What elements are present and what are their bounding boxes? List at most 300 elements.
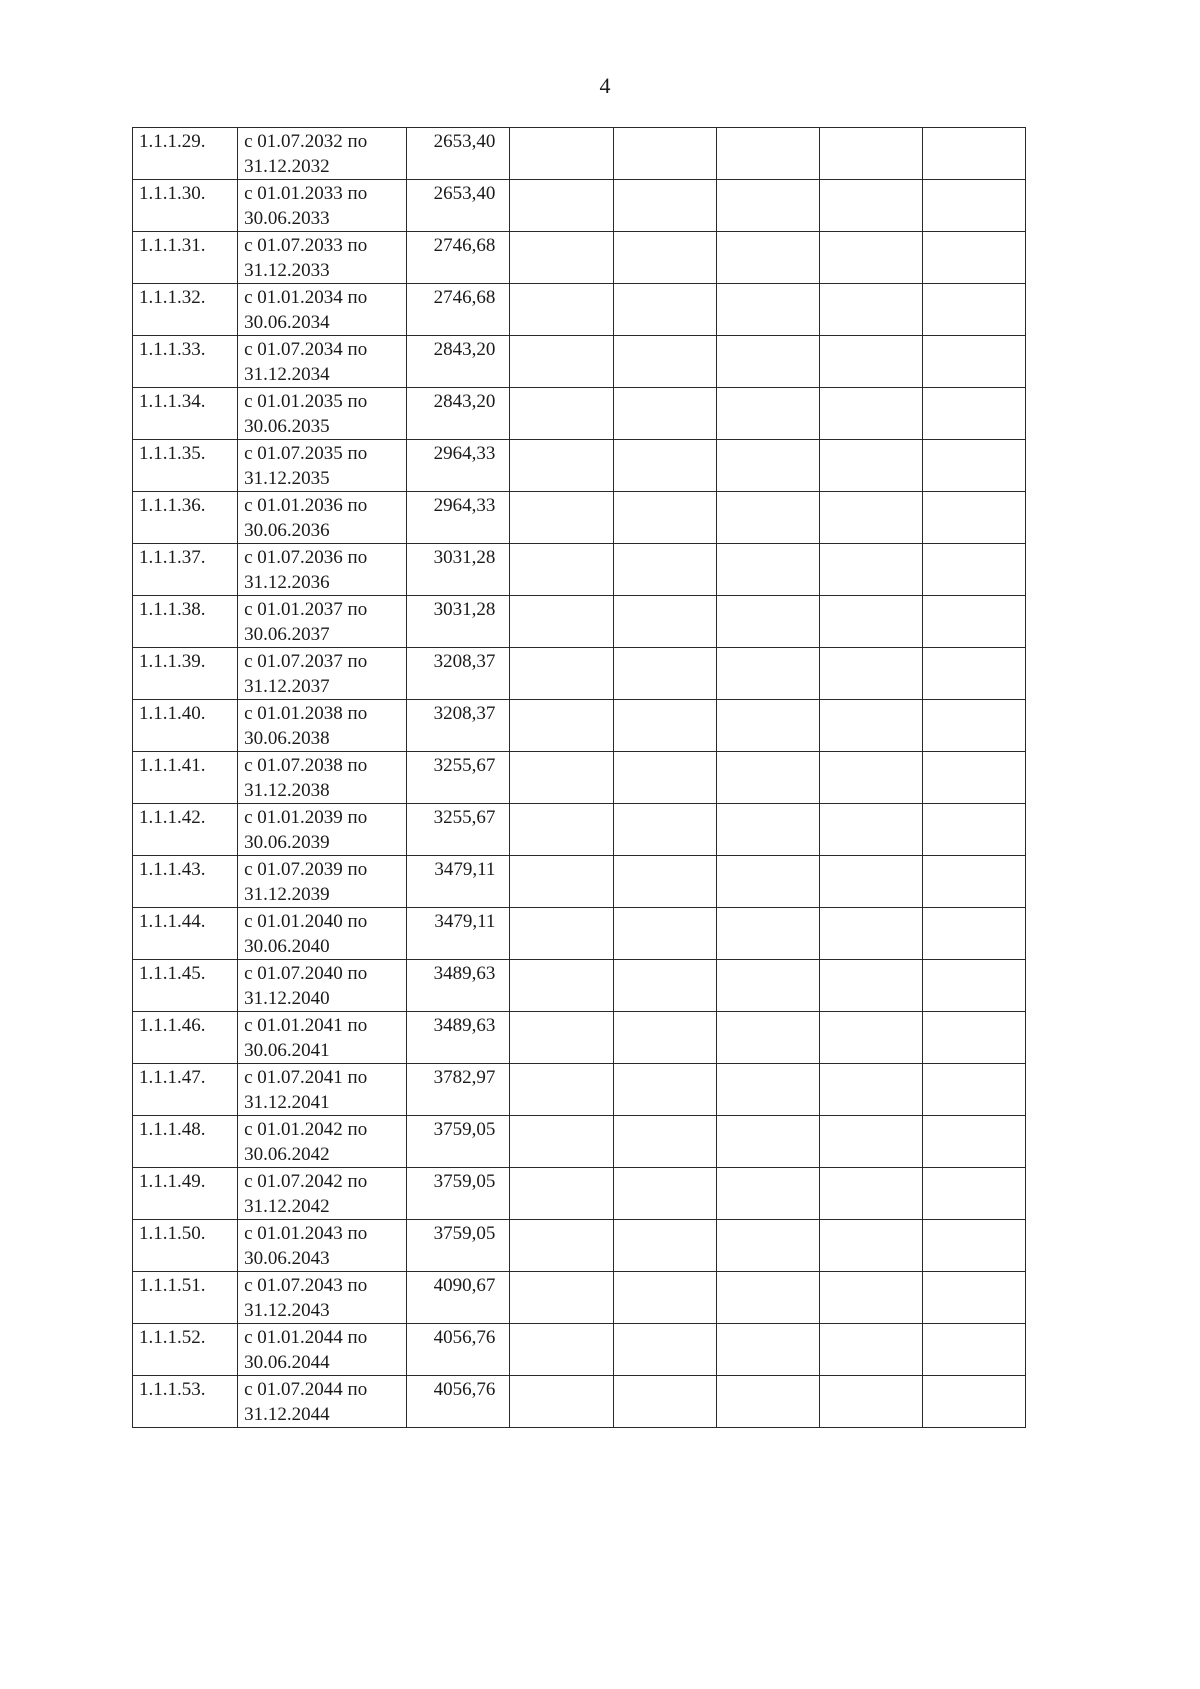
value-cell (407, 1012, 510, 1064)
empty-cell (819, 440, 922, 492)
period (238, 960, 406, 1011)
period-to: 30.06.2039 (244, 832, 330, 853)
empty-cell (716, 700, 819, 752)
empty-cell (510, 284, 613, 336)
value-cell (407, 804, 510, 856)
period (238, 128, 406, 179)
period-from: с 01.01.2038 по (244, 703, 368, 724)
empty-cell (819, 648, 922, 700)
period-cell (238, 648, 407, 700)
table-row (133, 960, 1026, 1012)
row-number-cell (133, 492, 238, 544)
tariff-value: 3759,05 (433, 1119, 496, 1140)
value-cell (407, 1116, 510, 1168)
empty-cell (716, 180, 819, 232)
empty-cell (819, 804, 922, 856)
empty-cell (922, 492, 1025, 544)
tariff-value: 3782,97 (433, 1067, 496, 1088)
empty-cell (819, 232, 922, 284)
empty-cell (819, 544, 922, 596)
table-row (133, 232, 1026, 284)
period-cell (238, 752, 407, 804)
empty-cell (922, 128, 1025, 180)
table-row (133, 1116, 1026, 1168)
empty-cell (819, 492, 922, 544)
period-from: с 01.07.2037 по (244, 651, 368, 672)
tariff-value: 2964,33 (433, 495, 496, 516)
empty-cell (922, 1116, 1025, 1168)
period (238, 440, 406, 491)
period-from: с 01.01.2034 по (244, 287, 368, 308)
period-to: 31.12.2040 (244, 988, 330, 1009)
value-cell (407, 1220, 510, 1272)
period-cell (238, 960, 407, 1012)
period (238, 180, 406, 231)
period-from: с 01.01.2044 по (244, 1327, 368, 1348)
empty-cell (819, 128, 922, 180)
value-cell (407, 752, 510, 804)
period-to: 31.12.2034 (244, 364, 330, 385)
row-number: 1.1.1.30. (139, 183, 206, 204)
period-cell (238, 1272, 407, 1324)
period (238, 804, 406, 855)
period-cell (238, 128, 407, 180)
empty-cell (819, 1168, 922, 1220)
value-cell (407, 336, 510, 388)
empty-cell (922, 1012, 1025, 1064)
period-to: 30.06.2043 (244, 1248, 330, 1269)
empty-cell (613, 1168, 716, 1220)
tariff-value: 2653,40 (433, 183, 496, 204)
tariff-value: 3255,67 (433, 755, 496, 776)
row-number: 1.1.1.42. (139, 807, 206, 828)
empty-cell (922, 596, 1025, 648)
value-cell (407, 128, 510, 180)
period-from: с 01.07.2036 по (244, 547, 368, 568)
empty-cell (716, 804, 819, 856)
empty-cell (922, 1272, 1025, 1324)
empty-cell (510, 232, 613, 284)
tariff-value: 3479,11 (434, 911, 496, 932)
empty-cell (510, 596, 613, 648)
table-body (133, 128, 1026, 1428)
table-row (133, 1064, 1026, 1116)
empty-cell (716, 284, 819, 336)
period (238, 1064, 406, 1115)
empty-cell (922, 232, 1025, 284)
period-from: с 01.07.2032 по (244, 131, 368, 152)
period (238, 856, 406, 907)
period-to: 31.12.2037 (244, 676, 330, 697)
table-row (133, 856, 1026, 908)
row-number-cell (133, 1376, 238, 1428)
empty-cell (922, 180, 1025, 232)
empty-cell (922, 960, 1025, 1012)
empty-cell (922, 1376, 1025, 1428)
empty-cell (922, 804, 1025, 856)
row-number: 1.1.1.36. (139, 495, 206, 516)
empty-cell (819, 1012, 922, 1064)
empty-cell (510, 908, 613, 960)
row-number-cell (133, 908, 238, 960)
row-number: 1.1.1.49. (139, 1171, 206, 1192)
empty-cell (716, 856, 819, 908)
period-cell (238, 388, 407, 440)
row-number-cell (133, 700, 238, 752)
empty-cell (510, 1376, 613, 1428)
value-cell (407, 1168, 510, 1220)
table-row (133, 1012, 1026, 1064)
empty-cell (716, 440, 819, 492)
empty-cell (922, 1168, 1025, 1220)
empty-cell (510, 648, 613, 700)
empty-cell (613, 336, 716, 388)
table-row (133, 440, 1026, 492)
empty-cell (819, 284, 922, 336)
empty-cell (922, 856, 1025, 908)
value-cell (407, 1064, 510, 1116)
period-cell (238, 1168, 407, 1220)
empty-cell (922, 648, 1025, 700)
period-to: 30.06.2042 (244, 1144, 330, 1165)
empty-cell (716, 1064, 819, 1116)
value-cell (407, 492, 510, 544)
period (238, 284, 406, 335)
period-to: 30.06.2044 (244, 1352, 330, 1373)
table-row (133, 908, 1026, 960)
table-row (133, 180, 1026, 232)
table-row (133, 388, 1026, 440)
tariff-value: 3208,37 (433, 651, 496, 672)
period-cell (238, 232, 407, 284)
period-cell (238, 284, 407, 336)
empty-cell (819, 388, 922, 440)
value-cell (407, 544, 510, 596)
period-from: с 01.07.2039 по (244, 859, 368, 880)
row-number: 1.1.1.35. (139, 443, 206, 464)
period (238, 752, 406, 803)
row-number-cell (133, 1168, 238, 1220)
table-row (133, 336, 1026, 388)
period-cell (238, 856, 407, 908)
row-number-cell (133, 1220, 238, 1272)
period (238, 1220, 406, 1271)
empty-cell (510, 700, 613, 752)
tariff-value: 3479,11 (434, 859, 496, 880)
tariff-value: 3759,05 (433, 1223, 496, 1244)
tariff-value: 3031,28 (433, 599, 496, 620)
empty-cell (716, 1324, 819, 1376)
empty-cell (510, 856, 613, 908)
row-number: 1.1.1.38. (139, 599, 206, 620)
period-to: 31.12.2033 (244, 260, 330, 281)
empty-cell (819, 752, 922, 804)
table-row (133, 1272, 1026, 1324)
empty-cell (613, 596, 716, 648)
tariff-value: 3759,05 (433, 1171, 496, 1192)
table-row (133, 1324, 1026, 1376)
row-number: 1.1.1.43. (139, 859, 206, 880)
tariff-value: 2843,20 (433, 391, 496, 412)
empty-cell (613, 752, 716, 804)
empty-cell (510, 1168, 613, 1220)
empty-cell (613, 492, 716, 544)
period-to: 31.12.2038 (244, 780, 330, 801)
value-cell (407, 1376, 510, 1428)
period-from: с 01.01.2043 по (244, 1223, 368, 1244)
empty-cell (716, 752, 819, 804)
row-number-cell (133, 596, 238, 648)
period (238, 1272, 406, 1323)
period-cell (238, 1220, 407, 1272)
row-number: 1.1.1.51. (139, 1275, 206, 1296)
value-cell (407, 700, 510, 752)
period-cell (238, 1116, 407, 1168)
period-to: 30.06.2035 (244, 416, 330, 437)
table-row (133, 648, 1026, 700)
period (238, 1168, 406, 1219)
row-number-cell (133, 1116, 238, 1168)
row-number: 1.1.1.53. (139, 1379, 206, 1400)
empty-cell (819, 908, 922, 960)
row-number: 1.1.1.40. (139, 703, 206, 724)
row-number: 1.1.1.37. (139, 547, 206, 568)
empty-cell (510, 1272, 613, 1324)
period-from: с 01.01.2033 по (244, 183, 368, 204)
empty-cell (716, 388, 819, 440)
empty-cell (613, 1324, 716, 1376)
empty-cell (819, 1272, 922, 1324)
table-row (133, 1220, 1026, 1272)
period-to: 31.12.2035 (244, 468, 330, 489)
empty-cell (510, 1064, 613, 1116)
period-cell (238, 804, 407, 856)
tariff-value: 2964,33 (433, 443, 496, 464)
empty-cell (819, 1324, 922, 1376)
period (238, 544, 406, 595)
tariff-value: 2746,68 (433, 287, 496, 308)
row-number-cell (133, 1324, 238, 1376)
row-number: 1.1.1.46. (139, 1015, 206, 1036)
empty-cell (510, 440, 613, 492)
tariff-value: 2843,20 (433, 339, 496, 360)
tariff-value: 3489,63 (433, 963, 496, 984)
empty-cell (716, 232, 819, 284)
period-from: с 01.01.2037 по (244, 599, 368, 620)
row-number-cell (133, 648, 238, 700)
row-number: 1.1.1.48. (139, 1119, 206, 1140)
period-from: с 01.01.2042 по (244, 1119, 368, 1140)
empty-cell (510, 336, 613, 388)
period-from: с 01.01.2039 по (244, 807, 368, 828)
table-row (133, 596, 1026, 648)
row-number: 1.1.1.41. (139, 755, 206, 776)
tariff-value: 4056,76 (433, 1327, 496, 1348)
page-number: 4 (599, 73, 611, 98)
empty-cell (819, 1220, 922, 1272)
empty-cell (613, 1376, 716, 1428)
tariff-value: 2746,68 (433, 235, 496, 256)
row-number: 1.1.1.52. (139, 1327, 206, 1348)
period-from: с 01.07.2041 по (244, 1067, 368, 1088)
period-to: 30.06.2037 (244, 624, 330, 645)
period-to: 31.12.2043 (244, 1300, 330, 1321)
period-from: с 01.07.2038 по (244, 755, 368, 776)
period-to: 31.12.2036 (244, 572, 330, 593)
row-number-cell (133, 1012, 238, 1064)
period-from: с 01.07.2043 по (244, 1275, 368, 1296)
row-number: 1.1.1.33. (139, 339, 206, 360)
empty-cell (716, 128, 819, 180)
empty-cell (613, 284, 716, 336)
row-number: 1.1.1.32. (139, 287, 206, 308)
value-cell (407, 388, 510, 440)
table-row (133, 752, 1026, 804)
empty-cell (613, 1220, 716, 1272)
tariff-value: 4090,67 (433, 1275, 496, 1296)
empty-cell (613, 388, 716, 440)
period-to: 30.06.2033 (244, 208, 330, 229)
period-cell (238, 440, 407, 492)
row-number-cell (133, 336, 238, 388)
value-cell (407, 440, 510, 492)
empty-cell (922, 284, 1025, 336)
period-from: с 01.07.2042 по (244, 1171, 368, 1192)
row-number: 1.1.1.50. (139, 1223, 206, 1244)
empty-cell (922, 1324, 1025, 1376)
tariff-value: 3255,67 (433, 807, 496, 828)
period-cell (238, 336, 407, 388)
tariff-value: 4056,76 (433, 1379, 496, 1400)
period-from: с 01.07.2035 по (244, 443, 368, 464)
period (238, 388, 406, 439)
period (238, 700, 406, 751)
period-from: с 01.01.2041 по (244, 1015, 368, 1036)
empty-cell (922, 700, 1025, 752)
empty-cell (716, 648, 819, 700)
empty-cell (510, 1220, 613, 1272)
period-cell (238, 1324, 407, 1376)
period-cell (238, 596, 407, 648)
empty-cell (819, 856, 922, 908)
empty-cell (613, 908, 716, 960)
row-number: 1.1.1.45. (139, 963, 206, 984)
row-number-cell (133, 752, 238, 804)
period-from: с 01.07.2034 по (244, 339, 368, 360)
empty-cell (510, 180, 613, 232)
empty-cell (819, 1064, 922, 1116)
empty-cell (716, 960, 819, 1012)
period-cell (238, 180, 407, 232)
empty-cell (819, 336, 922, 388)
value-cell (407, 960, 510, 1012)
empty-cell (613, 856, 716, 908)
empty-cell (613, 440, 716, 492)
period-cell (238, 544, 407, 596)
empty-cell (819, 596, 922, 648)
empty-cell (510, 752, 613, 804)
row-number-cell (133, 440, 238, 492)
empty-cell (510, 804, 613, 856)
period-cell (238, 1376, 407, 1428)
empty-cell (613, 1272, 716, 1324)
row-number: 1.1.1.29. (139, 131, 206, 152)
row-number: 1.1.1.47. (139, 1067, 206, 1088)
empty-cell (510, 128, 613, 180)
tariff-value: 2653,40 (433, 131, 496, 152)
row-number: 1.1.1.34. (139, 391, 206, 412)
empty-cell (716, 1376, 819, 1428)
empty-cell (922, 336, 1025, 388)
period-to: 31.12.2032 (244, 156, 330, 177)
value-cell (407, 180, 510, 232)
period-from: с 01.07.2040 по (244, 963, 368, 984)
empty-cell (922, 908, 1025, 960)
empty-cell (716, 1012, 819, 1064)
empty-cell (510, 544, 613, 596)
table-row (133, 284, 1026, 336)
period (238, 232, 406, 283)
period (238, 336, 406, 387)
row-number: 1.1.1.44. (139, 911, 206, 932)
value-cell (407, 232, 510, 284)
value-cell (407, 1324, 510, 1376)
period-cell (238, 1064, 407, 1116)
empty-cell (510, 1012, 613, 1064)
row-number-cell (133, 856, 238, 908)
empty-cell (716, 336, 819, 388)
empty-cell (613, 960, 716, 1012)
period-to: 30.06.2040 (244, 936, 330, 957)
period-from: с 01.01.2040 по (244, 911, 368, 932)
period-to: 31.12.2039 (244, 884, 330, 905)
period (238, 908, 406, 959)
row-number-cell (133, 804, 238, 856)
empty-cell (819, 180, 922, 232)
period (238, 648, 406, 699)
value-cell (407, 1272, 510, 1324)
period-to: 30.06.2038 (244, 728, 330, 749)
empty-cell (716, 1168, 819, 1220)
empty-cell (819, 1376, 922, 1428)
empty-cell (819, 700, 922, 752)
empty-cell (510, 492, 613, 544)
empty-cell (922, 1220, 1025, 1272)
period-from: с 01.01.2036 по (244, 495, 368, 516)
period (238, 1324, 406, 1375)
period-to: 31.12.2044 (244, 1404, 330, 1425)
value-cell (407, 908, 510, 960)
row-number-cell (133, 544, 238, 596)
tariff-value: 3031,28 (433, 547, 496, 568)
table-row (133, 492, 1026, 544)
row-number-cell (133, 1272, 238, 1324)
empty-cell (510, 960, 613, 1012)
period-to: 30.06.2034 (244, 312, 330, 333)
empty-cell (922, 440, 1025, 492)
row-number-cell (133, 284, 238, 336)
empty-cell (716, 544, 819, 596)
empty-cell (613, 700, 716, 752)
empty-cell (613, 1012, 716, 1064)
period (238, 1012, 406, 1063)
period (238, 1116, 406, 1167)
period-from: с 01.01.2035 по (244, 391, 368, 412)
tariff-value: 3208,37 (433, 703, 496, 724)
table-row (133, 804, 1026, 856)
row-number-cell (133, 232, 238, 284)
row-number: 1.1.1.39. (139, 651, 206, 672)
